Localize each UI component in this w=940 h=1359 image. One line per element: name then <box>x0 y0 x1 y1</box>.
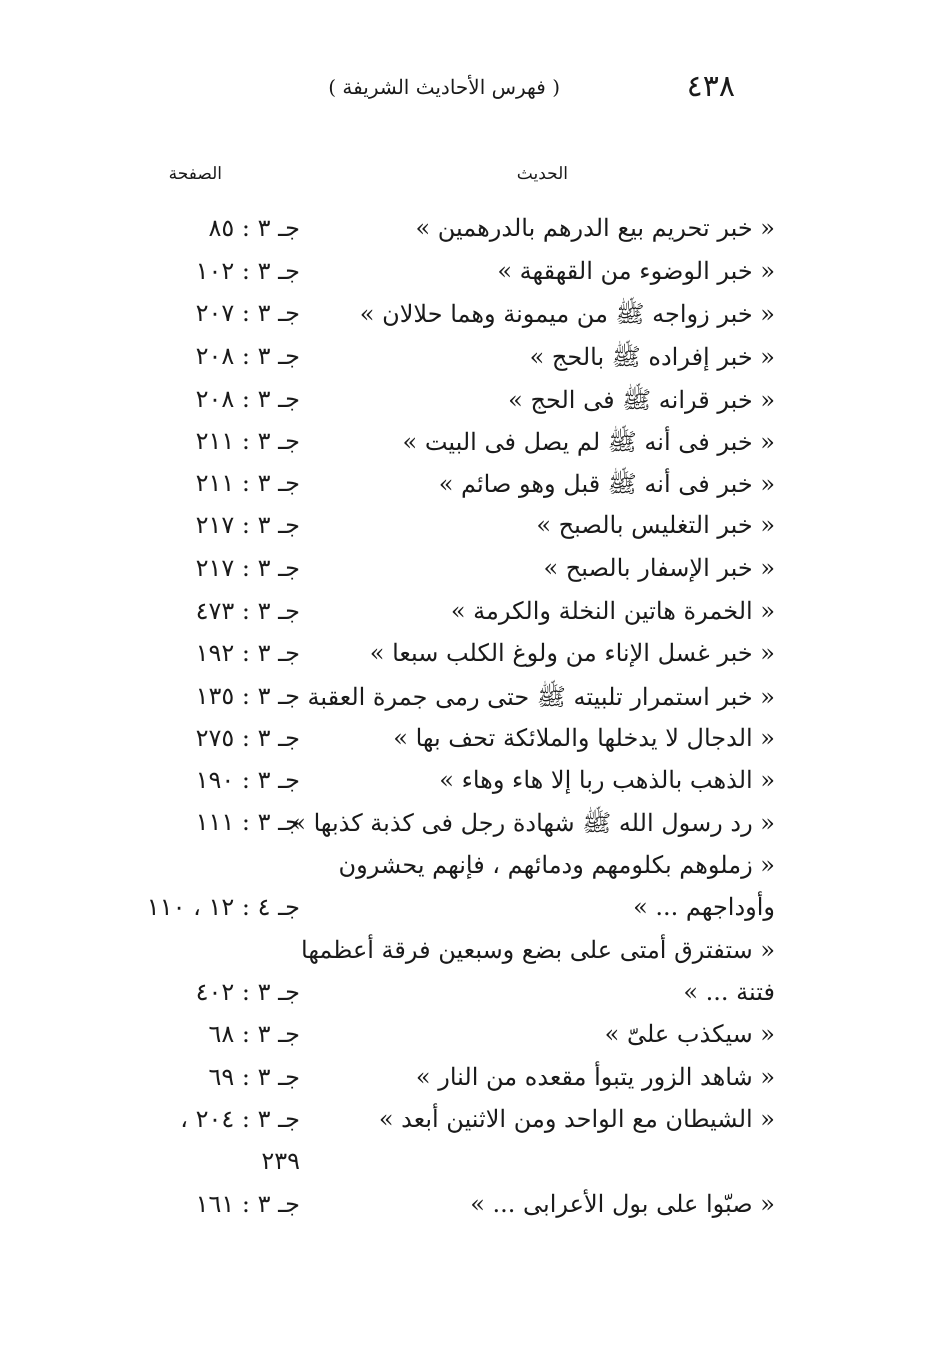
page-reference: جـ ٣ : ٢٠٨ <box>195 342 300 370</box>
page-reference: جـ ٣ : ٢١١ <box>195 427 300 455</box>
index-row <box>0 336 940 378</box>
index-row <box>0 293 940 335</box>
index-row <box>0 208 940 250</box>
page-number: ٤٣٨ <box>686 69 735 104</box>
index-row <box>0 1014 940 1056</box>
hadith-text: « خبر إفراده ﷺ بالحج » <box>529 343 775 371</box>
hadith-text: « الذهب بالذهب ربا إلا هاء وهاء » <box>439 766 775 794</box>
index-row <box>0 379 940 421</box>
page-reference: جـ ٣ : ٤٠٢ <box>195 978 300 1006</box>
index-row <box>0 887 940 929</box>
page-reference: جـ ٣ : ٢٠٨ <box>195 385 300 413</box>
page-reference: جـ ٣ : ٦٨ <box>208 1020 300 1048</box>
page-reference: جـ ٣ : ١٩٢ <box>195 639 300 667</box>
index-row <box>0 505 940 547</box>
index-row <box>0 1141 940 1183</box>
hadith-text: « خبر استمرار تلبيته ﷺ حتى رمى جمرة العقبة <box>307 683 775 711</box>
index-row <box>0 633 940 675</box>
hadith-text: « زملوهم بكلومهم ودمائهم ، فإنهم يحشرون <box>338 851 775 879</box>
hadith-text: « خبر زواجه ﷺ من ميمونة وهما حلالان » <box>359 300 775 328</box>
hadith-text: « خبر قرانه ﷺ فى الحج » <box>508 386 775 414</box>
index-row <box>0 1184 940 1226</box>
hadith-text: « شاهد الزور يتبوأ مقعده من النار » <box>415 1063 775 1091</box>
index-row <box>0 463 940 505</box>
page-reference: جـ ٣ : ٢١١ <box>195 469 300 497</box>
hadith-text: « صبّوا على بول الأعرابى ... » <box>470 1190 775 1218</box>
hadith-text: « رد رسول الله ﷺ شهادة رجل فى كذبة كذبها » <box>291 809 775 837</box>
hadith-text: « خبر فى أنه ﷺ لم يصل فى البيت » <box>402 428 775 456</box>
index-row <box>0 802 940 844</box>
page-reference: جـ ٣ : ١١١ <box>195 808 300 836</box>
page-reference: جـ ٣ : ١٩٠ <box>195 766 300 794</box>
index-row <box>0 845 940 887</box>
page-reference: جـ ٣ : ٤٧٣ <box>195 597 300 625</box>
hadith-text: « خبر الإسفار بالصبح » <box>543 554 775 582</box>
hadith-text: « الخمرة هاتين النخلة والكرمة » <box>450 597 775 625</box>
hadith-text: « خبر التغليس بالصبح » <box>536 511 775 539</box>
hadith-text: فتنة ... » <box>683 978 775 1006</box>
hadith-text: « خبر غسل الإناء من ولوغ الكلب سبعا » <box>369 639 775 667</box>
index-row <box>0 718 940 760</box>
hadith-text: « خبر فى أنه ﷺ قبل وهو صائم » <box>438 470 775 498</box>
index-row <box>0 972 940 1014</box>
index-row <box>0 548 940 590</box>
index-row <box>0 1057 940 1099</box>
running-title: ( فهرس الأحاديث الشريفة ) <box>328 75 560 99</box>
index-row <box>0 251 940 293</box>
hadith-text: « ستفترق أمتى على بضع وسبعين فرقة أعظمها <box>301 936 775 964</box>
index-row <box>0 760 940 802</box>
column-heading-hadith: الحديث <box>516 164 568 184</box>
page-reference: جـ ٣ : ٢١٧ <box>195 554 300 582</box>
hadith-text: « الشيطان مع الواحد ومن الاثنين أبعد » <box>378 1105 775 1133</box>
page-reference: جـ ٣ : ٢٠٤ ، <box>180 1105 300 1133</box>
hadith-text: « سيكذب علىّ » <box>604 1020 775 1048</box>
index-row <box>0 421 940 463</box>
index-row <box>0 930 940 972</box>
page-reference: جـ ٣ : ٢٧٥ <box>195 724 300 752</box>
page-reference: جـ ٣ : ٨٥ <box>208 214 300 242</box>
hadith-text: « خبر تحريم بيع الدرهم بالدرهمين » <box>415 214 775 242</box>
page-reference: جـ ٣ : ١٦١ <box>195 1190 300 1218</box>
index-row <box>0 676 940 718</box>
hadith-text: وأوداجهم ... » <box>633 893 775 921</box>
page-reference: جـ ٣ : ١٣٥ <box>195 682 300 710</box>
page-reference: جـ ٣ : ١٠٢ <box>195 257 300 285</box>
page-reference: جـ ٣ : ٦٩ <box>208 1063 300 1091</box>
hadith-text: « خبر الوضوء من القهقهة » <box>497 257 775 285</box>
column-heading-page: الصفحة <box>168 164 222 184</box>
page-reference-continued: ٢٣٩ <box>261 1147 300 1175</box>
hadith-text: « الدجال لا يدخلها والملائكة تحف بها » <box>393 724 775 752</box>
page-reference: جـ ٣ : ٢١٧ <box>195 511 300 539</box>
index-row <box>0 1099 940 1141</box>
index-row <box>0 591 940 633</box>
page-reference: جـ ٣ : ٢٠٧ <box>195 299 300 327</box>
page-reference: جـ ٤ : ١٢ ، ١١٠ <box>146 893 300 921</box>
